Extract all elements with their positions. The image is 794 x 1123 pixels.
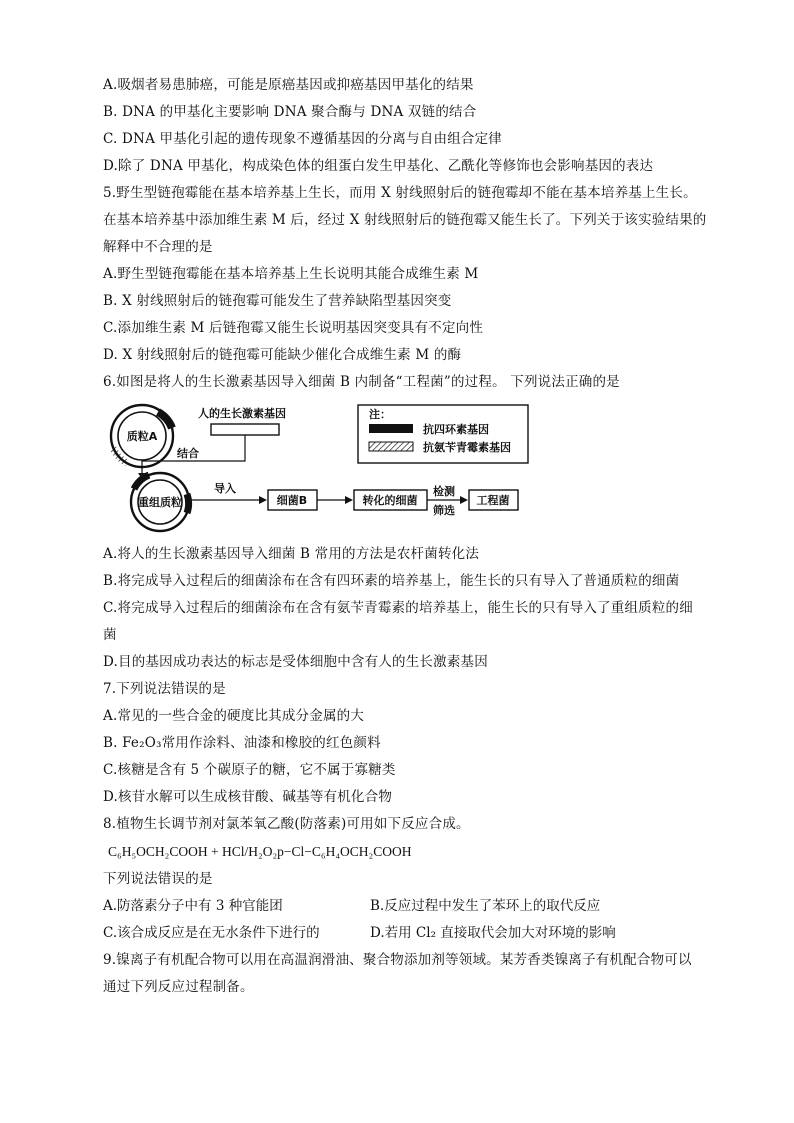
legend-tet-swatch (369, 424, 413, 433)
recombinant-label: 重组质粒 (138, 496, 182, 509)
human-gene-box (211, 424, 279, 435)
genetic-engineering-diagram (103, 403, 533, 533)
diagram-legend (358, 405, 528, 463)
import-arrow (259, 496, 267, 504)
q8-option-c: C.该合成反应是在无水条件下进行的 (103, 925, 320, 941)
q7-stem: 7.下列说法错误的是 (103, 681, 226, 697)
q6-option-a: A.将人的生长激素基因导入细菌 B 常用的方法是农杆菌转化法 (103, 546, 480, 562)
q8-option-b: B.反应过程中发生了苯环上的取代反应 (370, 898, 601, 914)
recombinant-plasmid (131, 473, 189, 531)
q7-option-b: B. Fe₂O₃常用作涂料、油漆和橡胶的红色颜料 (103, 735, 381, 751)
q4-option-d: D.除了 DNA 甲基化，构成染色体的组蛋白发生甲基化、乙酰化等修饰也会影响基因的表达 (103, 158, 654, 174)
q4-option-a: A.吸烟者易患肺癌，可能是原癌基因或抑癌基因甲基化的结果 (103, 77, 474, 93)
q5-option-d: D. X 射线照射后的链孢霉可能缺少催化合成维生素 M 的酶 (103, 347, 462, 363)
q8-stem: 8.植物生长调节剂对氯苯氧乙酸(防落素)可用如下反应合成。 (103, 816, 470, 832)
combine-label: 结合 (177, 447, 199, 460)
bacteria-b-label: 细菌B (276, 494, 308, 507)
q4-option-c: C. DNA 甲基化引起的遗传现象不遵循基因的分离与自由组合定律 (103, 131, 503, 147)
q5-stem-line2: 在基本培养基中添加维生素 M 后，经过 X 射线照射后的链孢霉又能生长了。下列关于该实验结果的 (103, 212, 707, 228)
q5-stem-line3: 解释中不合理的是 (103, 239, 213, 255)
plasmid-a-label: 质粒A (126, 430, 158, 443)
q9-line2: 通过下列反应过程制备。 (103, 979, 254, 995)
q8-option-d: D.若用 Cl₂ 直接取代会加大对环境的影响 (370, 925, 616, 941)
detect-label: 检测 (433, 485, 455, 498)
q5-stem-line1: 5.野生型链孢霉能在基本培养基上生长，而用 X 射线照射后的链孢霉却不能在基本培养基上生长。 (103, 185, 697, 201)
q8-question: 下列说法错误的是 (103, 871, 213, 887)
q6-option-c-line1: C.将完成导入过程后的细菌涂布在含有氨苄青霉素的培养基上，能生长的只有导入了重组质粒的细 (103, 600, 693, 616)
q7-option-a: A.常见的一些合金的硬度比其成分金属的大 (103, 708, 365, 724)
legend-amp-swatch (369, 442, 413, 451)
q7-option-c: C.核糖是含有 5 个碳原子的糖，它不属于寡糖类 (103, 762, 396, 778)
engineered-bacteria-label: 工程菌 (476, 494, 510, 507)
q8-formula: C₆H₅OCH₂COOH + HCl/H₂O₂p−Cl−C₆H₄OCH₂COOH (108, 844, 412, 859)
legend-tet-label: 抗四环素基因 (423, 423, 489, 436)
q7-option-d: D.核苷水解可以生成核苷酸、碱基等有机化合物 (103, 789, 393, 805)
q6-option-d: D.目的基因成功表达的标志是受体细胞中含有人的生长激素基因 (103, 654, 488, 670)
human-gene-label: 人的生长激素基因 (198, 407, 286, 420)
screen-label: 筛选 (433, 504, 455, 517)
transformed-bacteria-label: 转化的细菌 (362, 494, 418, 507)
legend-title: 注： (369, 408, 391, 421)
q6-option-c-line2: 菌 (103, 627, 117, 643)
transform-arrow (345, 496, 353, 504)
q6-stem: 6.如图是将人的生长激素基因导入细菌 B 内制备“工程菌”的过程。 下列说法正确的是 (103, 374, 620, 390)
q5-option-a: A.野生型链孢霉能在基本培养基上生长说明其能合成维生素 M (103, 266, 479, 282)
q4-option-b: B. DNA 的甲基化主要影响 DNA 聚合酶与 DNA 双链的结合 (103, 104, 477, 120)
q5-option-b: B. X 射线照射后的链孢霉可能发生了营养缺陷型基因突变 (103, 293, 452, 309)
q5-option-c: C.添加维生素 M 后链孢霉又能生长说明基因突变具有不定向性 (103, 320, 484, 336)
q8-option-a: A.防落素分子中有 3 种官能团 (103, 898, 283, 914)
q9-line1: 9.镍离子有机配合物可以用在高温润滑油、聚合物添加剂等领域。某芳香类镍离子有机配合物可以 (103, 952, 692, 968)
legend-amp-label: 抗氨苄青霉素基因 (423, 441, 511, 454)
import-label: 导入 (214, 482, 236, 495)
screen-arrow (460, 496, 468, 504)
q6-option-b: B.将完成导入过程后的细菌涂布在含有四环素的培养基上，能生长的只有导入了普通质粒的细菌 (103, 573, 680, 589)
plasmid-a (111, 405, 173, 467)
